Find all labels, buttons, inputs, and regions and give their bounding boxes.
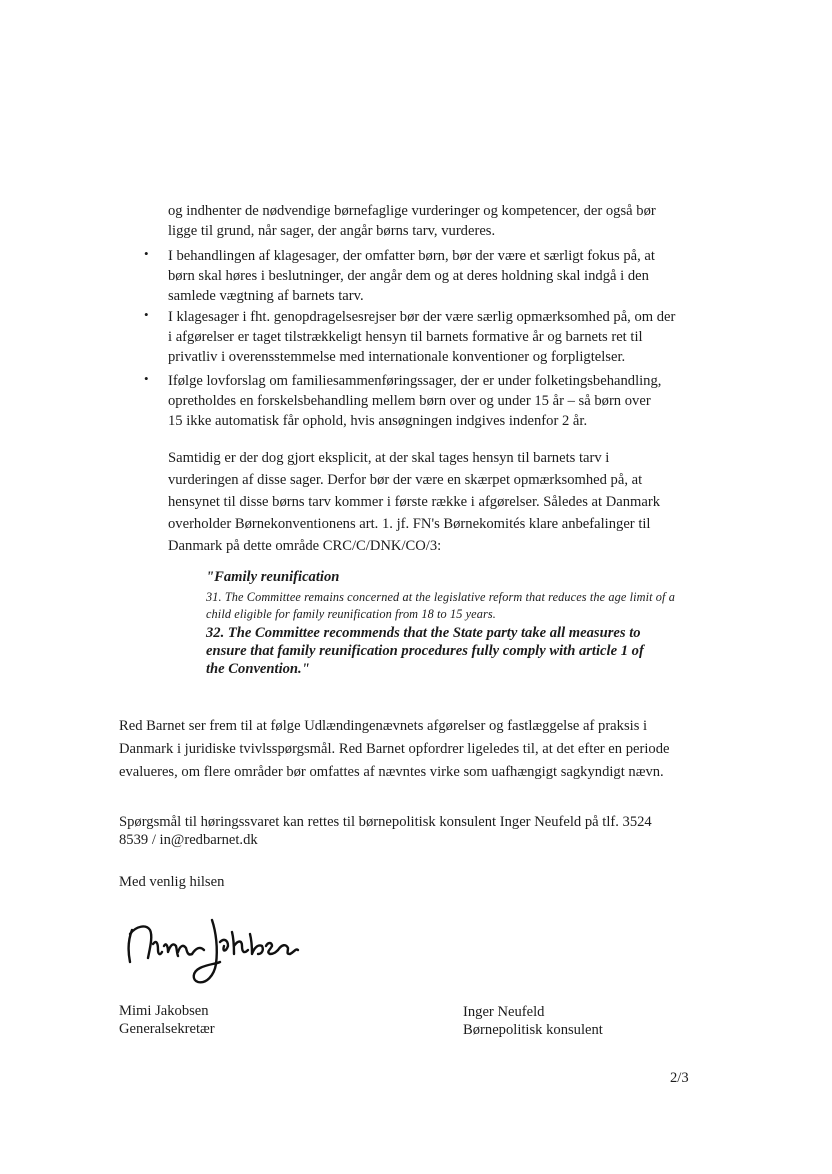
signatory-title: Generalsekretær <box>119 1021 215 1037</box>
contact-line: 8539 / in@redbarnet.dk <box>119 832 258 848</box>
bullet-line: samlede vægtning af barnets tarv. <box>168 288 364 304</box>
contact-line: Spørgsmål til høringssvaret kan rettes til børnepolitisk konsulent Inger Neufeld på tlf. 3524 <box>119 814 652 830</box>
paragraph-line: Samtidig er der dog gjort eksplicit, at der skal tages hensyn til barnets tarv i <box>168 450 610 466</box>
signatory-name: Mimi Jakobsen <box>119 1003 209 1019</box>
bullet-marker: • <box>144 371 149 386</box>
closing-paragraph-line: Red Barnet ser frem til at følge Udlændingenævnets afgørelser og fastlæggelse af praksis i <box>119 718 648 734</box>
page-number: 2/3 <box>670 1070 689 1086</box>
quote-item-32-line: 32. The Committee recommends that the State party take all measures to <box>206 625 641 641</box>
closing-paragraph-line: Danmark i juridiske tvivlsspørgsmål. Red Barnet opfordrer ligeledes til, at det efter en periode <box>119 741 670 757</box>
signatory-title: Børnepolitisk konsulent <box>463 1022 603 1038</box>
quote-title: "Family reunification <box>206 569 340 585</box>
handwritten-signature <box>120 912 310 996</box>
bullet-line: I behandlingen af klagesager, der omfatter børn, bør der være et særligt fokus på, at <box>168 248 655 264</box>
paragraph-line: overholder Børnekonventionens art. 1. jf. FN's Børnekomités klare anbefalinger til <box>168 516 651 532</box>
quote-item-31-line: child eligible for family reunification from 18 to 15 years. <box>206 607 496 621</box>
quote-item-31-line: 31. The Committee remains concerned at the legislative reform that reduces the age limit of a <box>206 590 675 604</box>
greeting: Med venlig hilsen <box>119 874 225 890</box>
bullet-line: i afgørelser er taget tilstrækkeligt hensyn til barnets formative år og barnets ret til <box>168 329 643 345</box>
bullet-line: børn skal høres i beslutninger, der angår dem og at deres holdning skal indgå i den <box>168 268 649 284</box>
bullet-marker: • <box>144 307 149 322</box>
intro-line: og indhenter de nødvendige børnefaglige vurderinger og kompetencer, der også bør <box>168 203 656 219</box>
bullet-line: 15 ikke automatisk får ophold, hvis ansøgningen indgives indenfor 2 år. <box>168 413 588 429</box>
closing-paragraph-line: evalueres, om flere områder bør omfattes af nævntes virke som uafhængigt sagkyndigt nævn. <box>119 764 664 780</box>
signatory-name: Inger Neufeld <box>463 1004 545 1020</box>
bullet-line: I klagesager i fht. genopdragelsesrejser bør der være særlig opmærksomhed på, om der <box>168 309 676 325</box>
paragraph-line: Danmark på dette område CRC/C/DNK/CO/3: <box>168 538 442 554</box>
intro-line: ligge til grund, når sager, der angår børns tarv, vurderes. <box>168 223 496 239</box>
quote-item-32-line: the Convention." <box>206 661 310 677</box>
bullet-line: Ifølge lovforslag om familiesammenføringssager, der er under folketingsbehandling, <box>168 373 662 389</box>
bullet-line: privatliv i overensstemmelse med internationale konventioner og forpligtelser. <box>168 349 626 365</box>
paragraph-line: hensynet til disse børns tarv kommer i første række i afgørelser. Således at Danmark <box>168 494 661 510</box>
quote-item-32-line: ensure that family reunification procedures fully comply with article 1 of <box>206 643 644 659</box>
paragraph-line: vurderingen af disse sager. Derfor bør der være en skærpet opmærksomhed på, at <box>168 472 643 488</box>
bullet-line: opretholdes en forskelsbehandling mellem børn over og under 15 år – så børn over <box>168 393 651 409</box>
bullet-marker: • <box>144 246 149 261</box>
